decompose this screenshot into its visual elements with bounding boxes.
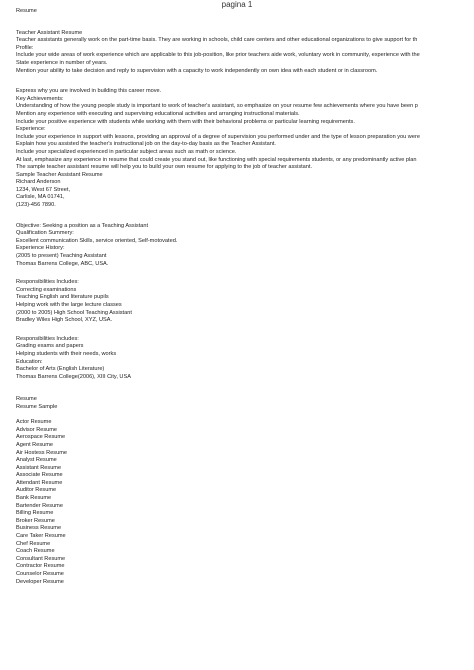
objective-line: Excellent communication Skills, service oriented, Self-motovated. — [16, 237, 178, 244]
list-item: Analyst Resume — [16, 457, 57, 464]
tips-line: Key Achievements: — [16, 95, 64, 102]
list-item: Chef Resume — [16, 540, 51, 547]
intro-section — [16, 30, 474, 76]
spacer — [16, 325, 474, 336]
list-item: Aerospace Resume — [16, 434, 66, 441]
responsibility-line: (2000 to 2005) High School Teaching Assistant — [16, 309, 132, 316]
doc-header: Resume — [16, 8, 37, 14]
tips-line: Sample Teacher Assistant Resume — [16, 171, 103, 178]
list-item: Developer Resume — [16, 578, 64, 585]
list-item: Resume Sample — [16, 403, 58, 410]
list-item: Billing Resume — [16, 510, 54, 517]
list-item: Broker Resume — [16, 517, 55, 524]
objective-line: Experience History: — [16, 245, 65, 252]
list-item: Assistant Resume — [16, 464, 62, 471]
tips-line: Include your specialized experienced in particular subject areas such as math or science. — [16, 148, 237, 155]
objective-line: Qualification Summery: — [16, 230, 74, 237]
list-item: Coach Resume — [16, 548, 55, 555]
responsibility-line: Bradley Wiles High School, XYZ, USA. — [16, 317, 113, 324]
resume-list — [16, 396, 474, 586]
tips-line: Richard Anderson — [16, 179, 61, 186]
list-item: Counselor Resume — [16, 571, 64, 577]
list-item: Attendant Resume — [16, 479, 63, 486]
intro-line: Teacher Assistant Resume — [16, 29, 83, 36]
responsibilities-section-1 — [16, 279, 474, 325]
list-item: Contractor Resume — [16, 563, 65, 570]
list-item: Actor Resume — [16, 419, 52, 426]
page-label: pagina 1 — [221, 0, 253, 9]
objective-line: (2005 to present) Teaching Assistant — [16, 253, 107, 260]
objective-section — [16, 223, 474, 269]
tips-line: Mention any experience with executing and supervising educational activities and arranging instructional materials. — [16, 110, 300, 117]
tips-section — [16, 88, 474, 210]
list-item — [16, 412, 474, 420]
spacer — [16, 268, 474, 279]
list-item: Associate Resume — [16, 472, 63, 479]
tips-line: (123)-456 7890. — [16, 202, 56, 209]
intro-line: Include your wide areas of work experience which are applicable to this job-position, like prior teachers aide work, voluntary work in community, experience with the — [16, 52, 420, 59]
responsibility-line: Teaching English and literature pupils — [16, 294, 109, 301]
list-item: Resume — [16, 396, 37, 403]
tips-line: Include your positive experience with students while working with them with their behavioral problems or particular learning requirements. — [16, 118, 355, 125]
list-item: Business Resume — [16, 525, 62, 532]
spacer — [16, 210, 474, 223]
responsibility-line: Education: — [16, 358, 43, 365]
tips-line: 1234, West 67 Street, — [16, 186, 71, 193]
responsibility-line: Helping students with their needs, works — [16, 350, 117, 357]
responsibility-line: Correcting examinations — [16, 286, 77, 293]
tips-line: Explain how you assisted the teacher's instructional job on the day-to-day basis as the Teacher Assistant. — [16, 141, 276, 148]
list-item: Bank Resume — [16, 495, 52, 502]
tips-line: At last, emphasize any experience in resume that could create you stand out, like functioning with special requirements students, or any predominantly active plan — [16, 156, 417, 163]
list-item: Consultant Resume — [16, 555, 66, 562]
tips-line: Understanding of how the young people study is important to work of teacher's assistant, so emphasize on your resume few achievements where you have been p — [16, 103, 418, 110]
spacer — [16, 381, 474, 396]
document-body — [16, 8, 474, 586]
list-item: Air Hostess Resume — [16, 449, 67, 456]
spacer — [16, 75, 474, 88]
objective-line: Objective: Seeking a position as a Teaching Assistant — [16, 222, 149, 229]
list-item: Agent Resume — [16, 441, 54, 448]
tips-line: Include your experience in support with lessons, providing an approval of a degree of supervision you performed under and the type of lesson preparation you were — [16, 133, 420, 140]
spacer — [16, 16, 474, 30]
objective-line: Thomas Barrens College, ABC, USA. — [16, 260, 109, 267]
responsibility-line: Bachelor of Arts (English Literature) — [16, 366, 105, 373]
list-item: Bartender Resume — [16, 502, 63, 509]
tips-line: Experience: — [16, 126, 46, 133]
responsibility-line: Responsibilities Includes: — [16, 335, 79, 342]
list-item: Advisor Resume — [16, 426, 58, 433]
responsibility-line: Helping work with the large lecture classes — [16, 302, 122, 308]
responsibility-line: Responsibilities Includes: — [16, 279, 79, 286]
responsibility-line: Grading exams and papers — [16, 343, 84, 350]
intro-line: Teacher assistants generally work on the part-time basis. They are working in schools, child care centers and other educational organizations to give support for th — [16, 37, 418, 44]
tips-line: The sample teacher assistant resume will help you to build your own resume for applying to the job of teacher assistant. — [16, 164, 313, 171]
list-item: Care Taker Resume — [16, 533, 66, 540]
tips-line: Express why you are involved in building this career move. — [16, 88, 162, 95]
intro-line: State experience in number of years. — [16, 59, 108, 66]
list-item: Auditor Resume — [16, 487, 57, 494]
responsibility-line: Thomas Barrens College(2006), XIII City, USA — [16, 373, 131, 380]
intro-line: Profile: — [16, 44, 34, 51]
responsibilities-section-2 — [16, 336, 474, 382]
tips-line: Carlisle, MA 01741, — [16, 194, 65, 201]
intro-line: Mention your ability to take decision and reply to supervision with a capacity to work independently on own idea with each student or in classroom. — [16, 67, 378, 74]
